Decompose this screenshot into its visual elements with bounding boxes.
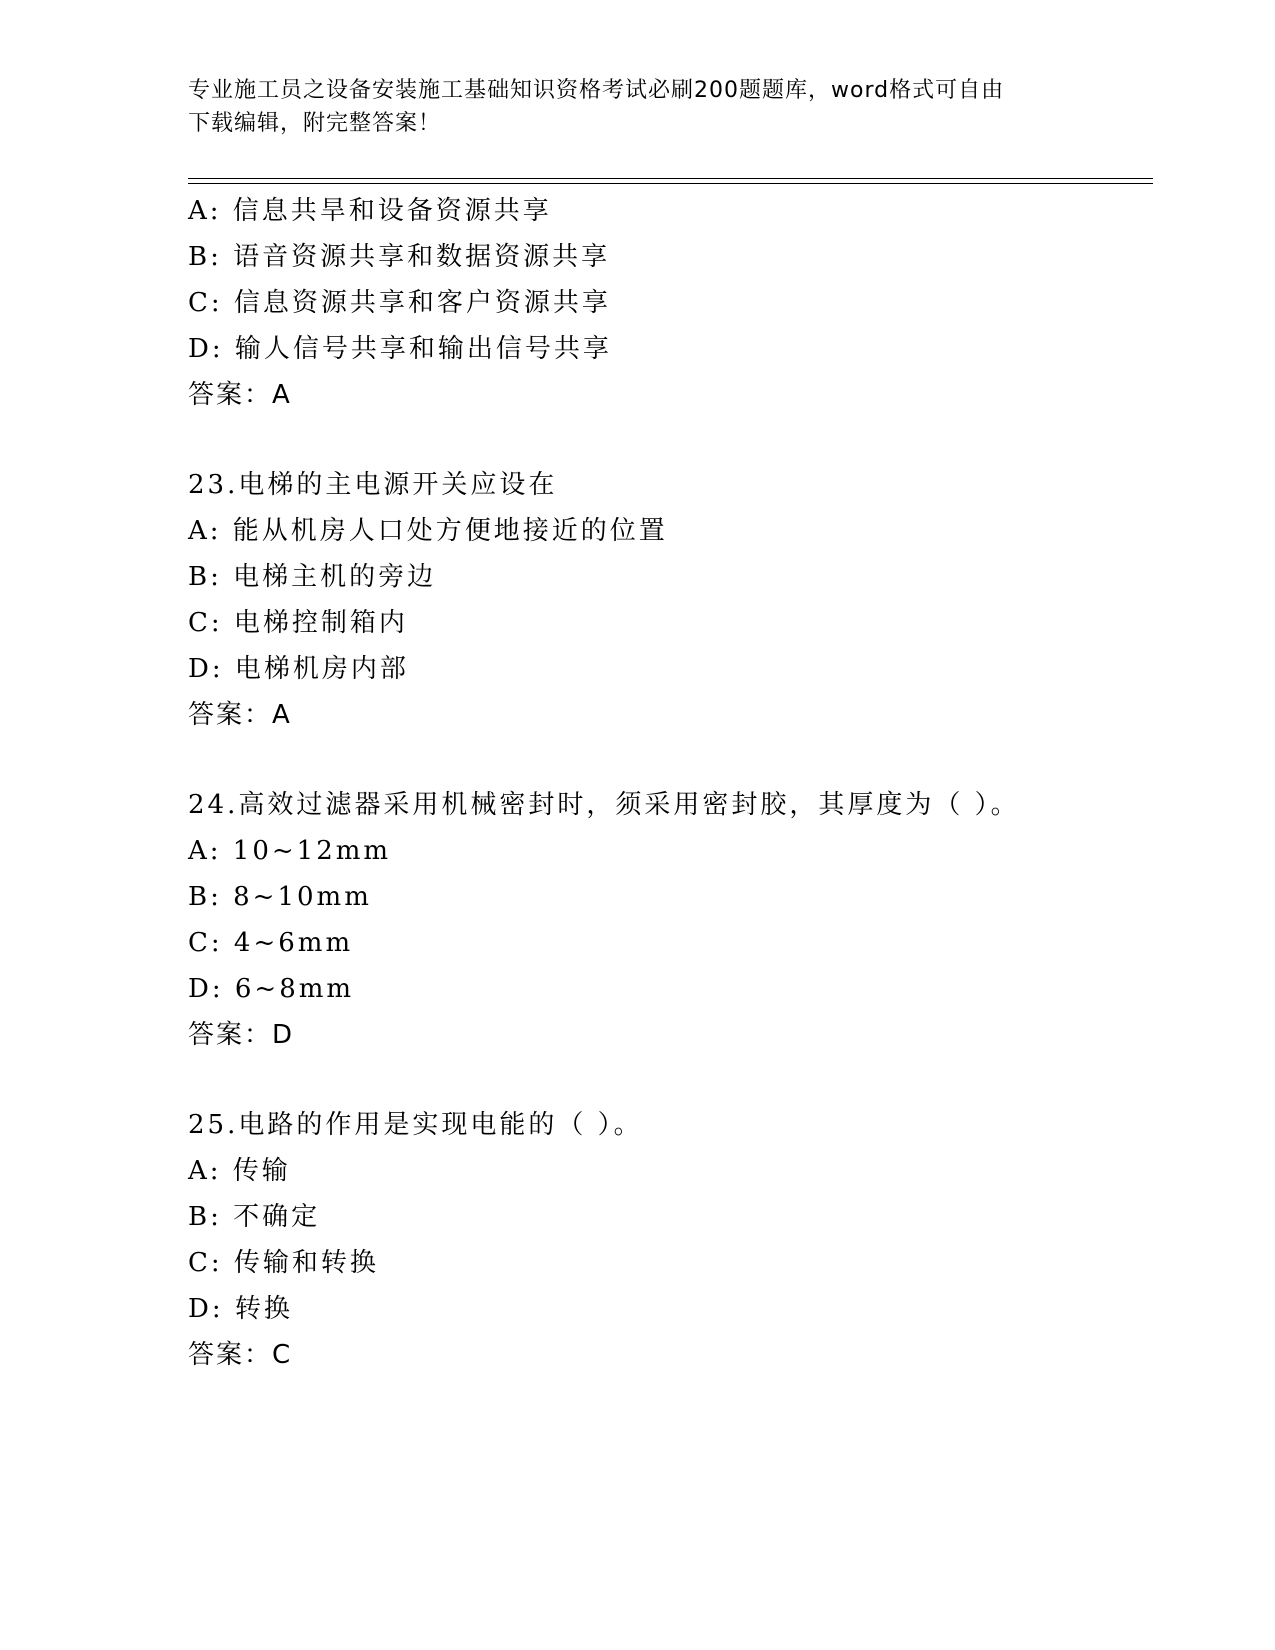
option-d: D: 电梯机房内部 xyxy=(188,654,409,684)
option-a: A: 10~12mm xyxy=(188,836,392,866)
answer: 答案：A xyxy=(188,700,292,730)
option-a: A: 能从机房人口处方便地接近的位置 xyxy=(188,516,668,546)
header-line-2: 下载编辑，附完整答案！ xyxy=(188,111,442,136)
option-c: C: 4~6mm xyxy=(188,928,354,958)
question-block-carryover xyxy=(188,188,1148,418)
question-stem: 25.电路的作用是实现电能的（ ）。 xyxy=(188,1110,643,1140)
question-stem: 23.电梯的主电源开关应设在 xyxy=(188,470,558,500)
option-c: C: 传输和转换 xyxy=(188,1248,379,1278)
option-a: A: 传输 xyxy=(188,1156,291,1186)
option-d: D: 输人信号共享和输出信号共享 xyxy=(188,334,612,364)
option-a: A: 信息共旱和设备资源共享 xyxy=(188,196,552,226)
option-c: C: 电梯控制箱内 xyxy=(188,608,408,638)
spacer xyxy=(188,1058,1148,1102)
option-b: B: 不确定 xyxy=(188,1202,321,1232)
answer: 答案：C xyxy=(188,1340,293,1370)
option-b: B: 电梯主机的旁边 xyxy=(188,562,437,592)
answer: 答案：D xyxy=(188,1020,295,1050)
question-block-24 xyxy=(188,782,1148,1058)
header-divider-top xyxy=(188,178,1153,179)
question-list xyxy=(188,188,1148,1378)
header-divider-bottom xyxy=(188,183,1153,184)
option-d: D: 转换 xyxy=(188,1294,293,1324)
spacer xyxy=(188,418,1148,462)
question-stem: 24.高效过滤器采用机械密封时，须采用密封胶，其厚度为（ ）。 xyxy=(188,790,1020,820)
spacer xyxy=(188,738,1148,782)
option-d: D: 6~8mm xyxy=(188,974,355,1004)
option-c: C: 信息资源共享和客户资源共享 xyxy=(188,288,611,318)
option-b: B: 8~10mm xyxy=(188,882,372,912)
document-header xyxy=(188,74,1068,140)
option-b: B: 语音资源共享和数据资源共享 xyxy=(188,242,611,272)
header-line-1: 专业施工员之设备安装施工基础知识资格考试必刷200题题库，word格式可自由 xyxy=(188,78,1005,103)
question-block-25 xyxy=(188,1102,1148,1378)
question-block-23 xyxy=(188,462,1148,738)
answer: 答案：A xyxy=(188,380,292,410)
